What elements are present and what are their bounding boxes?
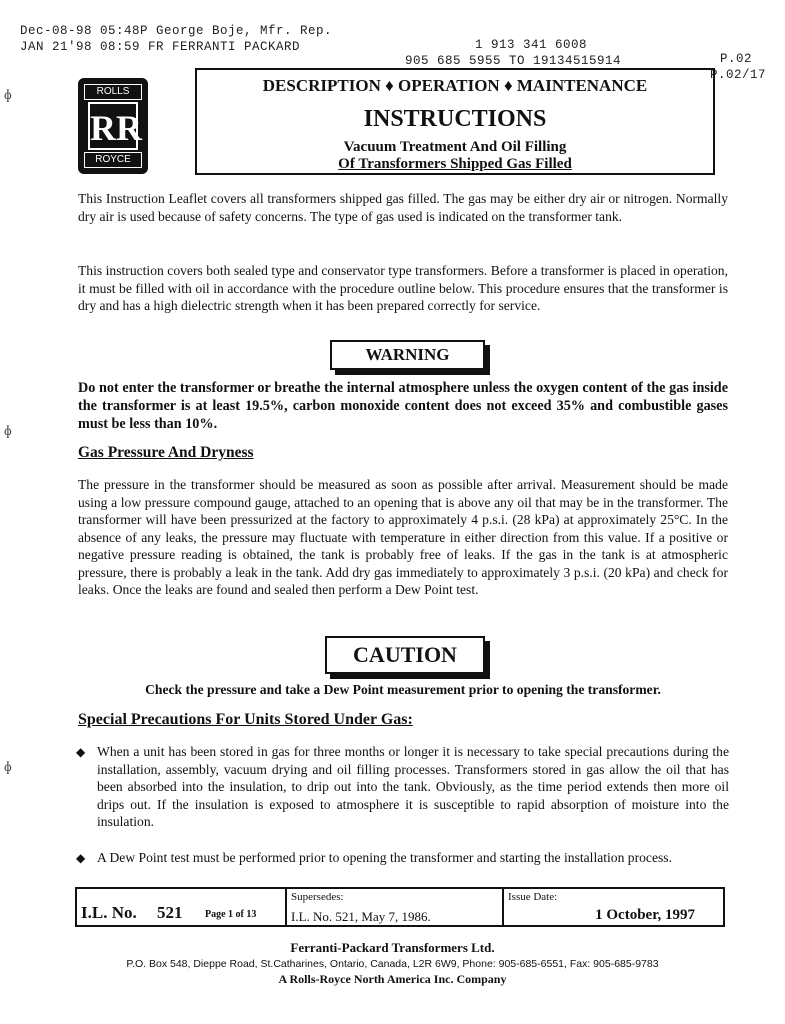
bullet-paragraph-2: A Dew Point test must be performed prior to opening the transformer and starting the installation process.: [97, 850, 672, 865]
company-parent: A Rolls-Royce North America Inc. Company: [278, 972, 507, 986]
section-heading-gas-pressure: Gas Pressure And Dryness: [78, 444, 254, 461]
supersedes-cell: [287, 889, 504, 925]
warning-text: Do not enter the transformer or breathe the internal atmosphere unless the oxygen content of the gas inside the transformer is at least 19.5%, carbon monoxide content does not exceed 35% and combustible gases must be less than 10%.: [78, 380, 728, 432]
fax-phone-2: 905 685 5955 TO 19134515914: [405, 54, 622, 68]
fax-phone-1: 1 913 341 6008: [475, 38, 588, 52]
caution-label: CAUTION: [325, 636, 485, 674]
logo-bottom-text: ROYCE: [84, 152, 142, 168]
caution-text: Check the pressure and take a Dew Point measurement prior to opening the transformer.: [145, 682, 661, 697]
margin-mark: ɸ: [4, 760, 12, 775]
bullet-icon: ◆: [76, 745, 86, 759]
document-subtitle-1: Vacuum Treatment And Oil Filling: [343, 139, 567, 155]
rolls-royce-logo: [78, 78, 148, 174]
document-title: INSTRUCTIONS: [363, 106, 547, 132]
company-address: P.O. Box 548, Dieppe Road, St.Catharines, Ontario, Canada, L2R 6W9, Phone: 905-685-6551, Fax: 905-685-9783: [126, 958, 659, 970]
supersedes-value: I.L. No. 521, May 7, 1986.: [291, 909, 431, 924]
issue-date-value: 1 October, 1997: [595, 907, 695, 923]
title-box: [195, 68, 715, 175]
page-count: Page 1 of 13: [205, 909, 257, 920]
fax-page-1: P.02: [720, 52, 753, 66]
fax-sender-2: JAN 21'98 08:59 FR FERRANTI PACKARD: [20, 40, 301, 54]
fax-sender-1: Dec-08-98 05:48P George Boje, Mfr. Rep.: [20, 24, 333, 38]
bullet-paragraph-1: When a unit has been stored in gas for three months or longer it is necessary to take special precautions during the installation, assembly, vacuum drying and oil filling processes. Transformers stored in gas allow the oil that has been absorbed into the insulation, to drip out into the tank. Obviously, as the time period extends then more oil drips out. If the insulation is exposed to atmosphere it is susceptible to rapid absorption of moisture into the insulation.: [97, 744, 729, 829]
intro-paragraph-2: This instruction covers both sealed type and conservator type transformers. Before a transformer is placed in operation, it must be filled with oil in accordance with the procedure outline below. This procedure ensures that the transformer is dry and has a high dielectric strength when it has been prepared correctly for service.: [78, 263, 728, 313]
fax-page-2: P.02/17: [710, 68, 767, 82]
intro-paragraph-1: This Instruction Leaflet covers all transformers shipped gas filled. The gas may be either dry air or nitrogen. Normally dry air is used because of safety concerns. The type of gas used is indicated on the transformer tank.: [78, 191, 728, 224]
il-label: I.L. No.: [81, 903, 137, 922]
margin-mark: ɸ: [4, 88, 12, 103]
description-line: DESCRIPTION ♦ OPERATION ♦ MAINTENANCE: [262, 76, 648, 95]
document-info-table: [75, 887, 725, 927]
margin-mark: ɸ: [4, 424, 12, 439]
logo-monogram: RR: [88, 102, 138, 150]
section-heading-special-precautions: Special Precautions For Units Stored Under Gas:: [78, 711, 413, 728]
pressure-paragraph: The pressure in the transformer should be measured as soon as possible after arrival. Measurement should be made using a low pressure compound gauge, attached to an opening that is above any oil that may be in the transformer. The transformer will have been pressurized at the factory to approximately 4 p.s.i. (28 kPa) at approximately 25°C. In the absence of any leaks, the pressure may fluctuate with temperature in either direction from this value. If a positive or negative pressure reading is obtained, the tank is probably free of leaks. If the gas in the tank is at atmospheric pressure, there is probably a leak in the tank. Add dry gas immediately to approximately 3 p.s.i. (20 kPa) and check for leaks. Once the leaks are found and sealed then perform a Dew Point test.: [78, 477, 728, 597]
bullet-icon: ◆: [76, 851, 86, 865]
logo-top-text: ROLLS: [84, 84, 142, 100]
document-subtitle-2: Of Transformers Shipped Gas Filled: [338, 156, 572, 172]
issue-date-label: Issue Date:: [508, 891, 558, 903]
issue-date-cell: [504, 889, 723, 925]
il-number: 521: [157, 903, 183, 922]
supersedes-label: Supersedes:: [291, 891, 344, 903]
warning-label: WARNING: [330, 340, 485, 370]
company-name: Ferranti-Packard Transformers Ltd.: [290, 940, 495, 955]
il-number-cell: [77, 889, 287, 925]
